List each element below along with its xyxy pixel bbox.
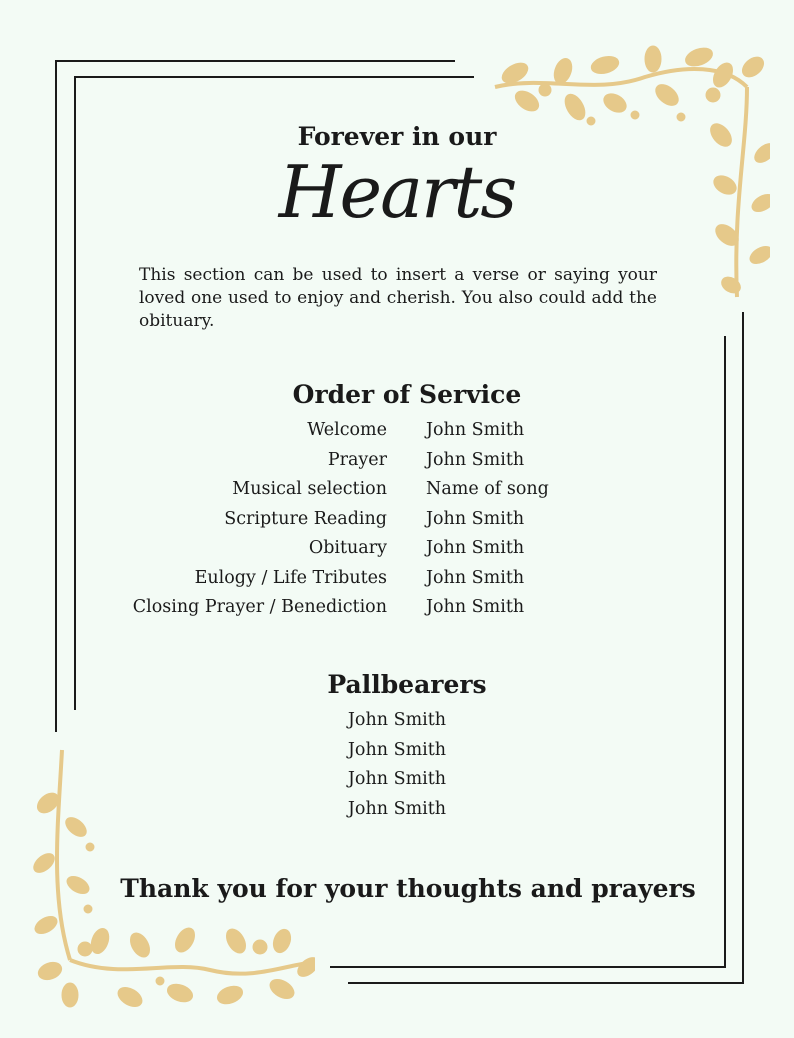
service-row: [0, 568, 794, 598]
service-person: John Smith: [426, 538, 525, 558]
service-row: [0, 420, 794, 450]
frame-line-bottom-inner: [330, 966, 726, 968]
intro-text: This section can be used to insert a verse or saying your loved one used to enjoy and cherish. You also could add the obituary.: [139, 265, 657, 331]
pallbearer-name: John Smith: [347, 739, 447, 760]
service-part: Eulogy / Life Tributes: [194, 567, 387, 588]
service-part: Prayer: [327, 449, 387, 470]
order-of-service-title: Order of Service: [292, 380, 522, 409]
pallbearers-list: [0, 709, 794, 827]
pallbearers-title: Pallbearers: [327, 670, 487, 699]
pallbearer-name: John Smith: [347, 710, 447, 730]
service-person: John Smith: [426, 420, 525, 440]
frame-line-top-inner: [74, 76, 474, 78]
service-row: [0, 450, 794, 480]
service-person: Name of song: [426, 479, 549, 499]
service-person: John Smith: [426, 567, 525, 588]
pallbearer-name: John Smith: [347, 798, 447, 819]
heading-small: Forever in our: [297, 122, 497, 151]
service-person: John Smith: [426, 508, 525, 529]
service-part: Welcome: [307, 420, 387, 440]
heading-script: Hearts: [278, 150, 516, 234]
pallbearer-name: John Smith: [347, 769, 447, 789]
frame-line-bottom-outer: [348, 982, 744, 984]
service-row: [0, 479, 794, 509]
order-of-service-list: [0, 420, 794, 627]
closing-message: Thank you for your thoughts and prayers: [120, 874, 696, 903]
service-person: John Smith: [426, 449, 525, 470]
frame-line-top-outer: [55, 60, 455, 62]
service-part: Obituary: [308, 538, 387, 558]
service-part: Scripture Reading: [224, 508, 387, 529]
service-row: [0, 538, 794, 568]
service-person: John Smith: [426, 597, 525, 617]
service-row: [0, 597, 794, 627]
service-row: [0, 509, 794, 539]
service-part: Closing Prayer / Benediction: [132, 597, 387, 617]
service-part: Musical selection: [232, 479, 387, 499]
